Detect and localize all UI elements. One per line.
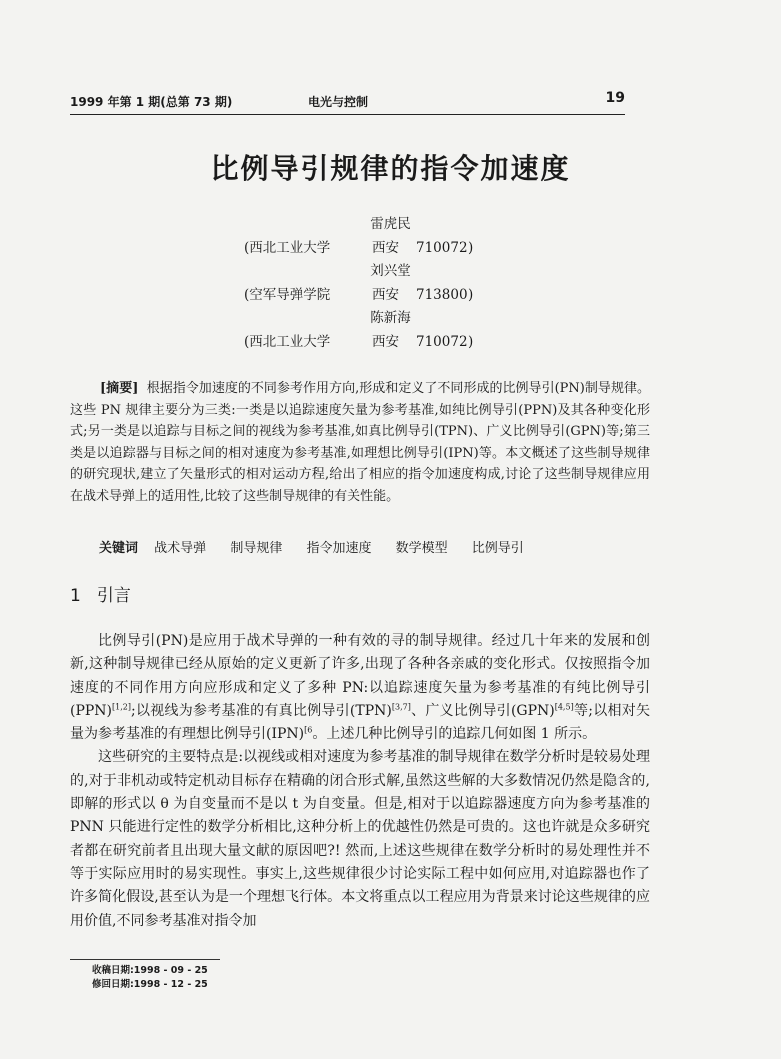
keyword-item: 制导规律: [230, 541, 283, 556]
affiliation-city: 西安: [372, 240, 399, 256]
revised-date: 修回日期:1998 - 12 - 25: [92, 979, 208, 990]
citation: [6: [304, 725, 313, 735]
affiliation-org: (西北工业大学: [244, 240, 331, 256]
affiliation-postcode: 710072: [416, 240, 468, 256]
received-date: 收稿日期:1998 - 09 - 25: [92, 965, 208, 976]
author-block: [0, 213, 781, 354]
author-affiliation: [0, 283, 781, 307]
body-text: [70, 630, 650, 933]
section-title: 引言: [96, 586, 131, 606]
abstract: [70, 378, 650, 507]
body-text-run: 比例导引(PN)是应用于战术导弹的一种有效的寻的制导规律。经过几十年来的发展和创新,这种制导规律已经从原始的定义更新了许多,出现了各种各亲戚的变化形式。仅按照指令加速度的不同作用方向应形成和定义了多种 PN:以追踪速度矢量为参考基准的有纯比例导引(PPN): [70, 633, 650, 719]
section-heading: [70, 581, 131, 606]
author-name: 雷虎民: [370, 216, 411, 232]
keyword-item: 战术导弹: [154, 541, 207, 556]
footnotes: [92, 964, 208, 992]
running-head: [70, 90, 625, 115]
citation: [1,2]: [112, 702, 131, 712]
affiliation-city: 西安: [372, 334, 399, 350]
author-name: 陈新海: [370, 310, 411, 326]
affiliation-postcode: 710072: [416, 334, 468, 350]
affiliation-close: ): [468, 334, 474, 350]
footnote-rule: [70, 959, 220, 960]
author-name: 刘兴堂: [370, 263, 411, 279]
keyword-item: 数学模型: [395, 541, 448, 556]
citation: [3,7]: [391, 702, 411, 712]
affiliation-close: ): [468, 240, 474, 256]
body-text-run: ;以视线为参考基准的有真比例导引(TPN): [130, 702, 392, 719]
section-number: 1: [70, 586, 81, 606]
keyword-item: 指令加速度: [306, 541, 372, 556]
affiliation-org: (空军导弹学院: [244, 287, 331, 303]
paper-title: 比例导引规律的指令加速度: [210, 152, 571, 185]
body-paragraph: [70, 630, 650, 746]
keyword-item: 比例导引: [471, 541, 524, 556]
keywords: [99, 537, 544, 556]
keywords-label: 关键词: [99, 541, 139, 556]
affiliation-close: ): [468, 287, 474, 303]
page-number: 19: [605, 90, 625, 106]
author-affiliation: [0, 236, 781, 260]
citation: [4,5]: [554, 702, 574, 712]
body-text-run: 。上述几种比例导引的追踪几何如图 1 所示。: [312, 726, 597, 743]
journal-name: 电光与控制: [308, 95, 369, 109]
affiliation-postcode: 713800: [416, 287, 468, 303]
abstract-paragraph: [70, 378, 650, 507]
body-text-run: 等;以相对矢量为参考基准的有理想比例导引(IPN): [70, 702, 650, 743]
affiliation-org: (西北工业大学: [244, 334, 331, 350]
abstract-text: 根据指令加速度的不同参考作用方向,形成和定义了不同形成的比例导引(PN)制导规律。这些 PN 规律主要分为三类:一类是以追踪速度矢量为参考基准,如纯比例导引(PPN)及其各种变化形式;另一类是以追踪与目标之间的视线为参考基准,如真比例导引(TPN)、广义比例导引(GPN)等;第三类是以追踪器与目标之间的相对速度为参考基准,如理想比例导引(IPN)等。本文概述了这些制导规律的研究现状,建立了矢量形式的相对运动方程,给出了相应的指令加速度构成,讨论了这些制导规律应用在战术导弹上的适用性,比较了这些制导规律的有关性能。: [70, 381, 650, 504]
journal-issue: 1999 年第 1 期(总第 73 期): [70, 95, 233, 109]
abstract-label: [摘要]: [100, 381, 139, 396]
affiliation-city: 西安: [372, 287, 399, 303]
body-text-run: 、广义比例导引(GPN): [410, 702, 555, 719]
body-paragraph: 这些研究的主要特点是:以视线或相对速度为参考基准的制导规律在数学分析时是较易处理的,对于非机动或特定机动目标存在精确的闭合形式解,虽然这些解的大多数情况仍然是隐含的,即解的形式以 θ 为自变量而不是以 t 为自变量。但是,相对于以追踪器速度方向为参考基准的 PNN 只能进行定性的数学分析相比,这种分析上的优越性仍然是可贵的。这也许就是众多研究者都在研究前者且出现大量文献的原因吧?! 然而,上述这些规律在数学分析时的易处理性并不等于实际应用时的易实现性。事实上,这些规律很少讨论实际工程中如何应用,对追踪器也作了许多简化假设,甚至认为是一个理想飞行体。本文将重点以工程应用为背景来讨论这些规律的应用价值,不同参考基准对指令加: [70, 749, 650, 929]
author-affiliation: [0, 330, 781, 354]
